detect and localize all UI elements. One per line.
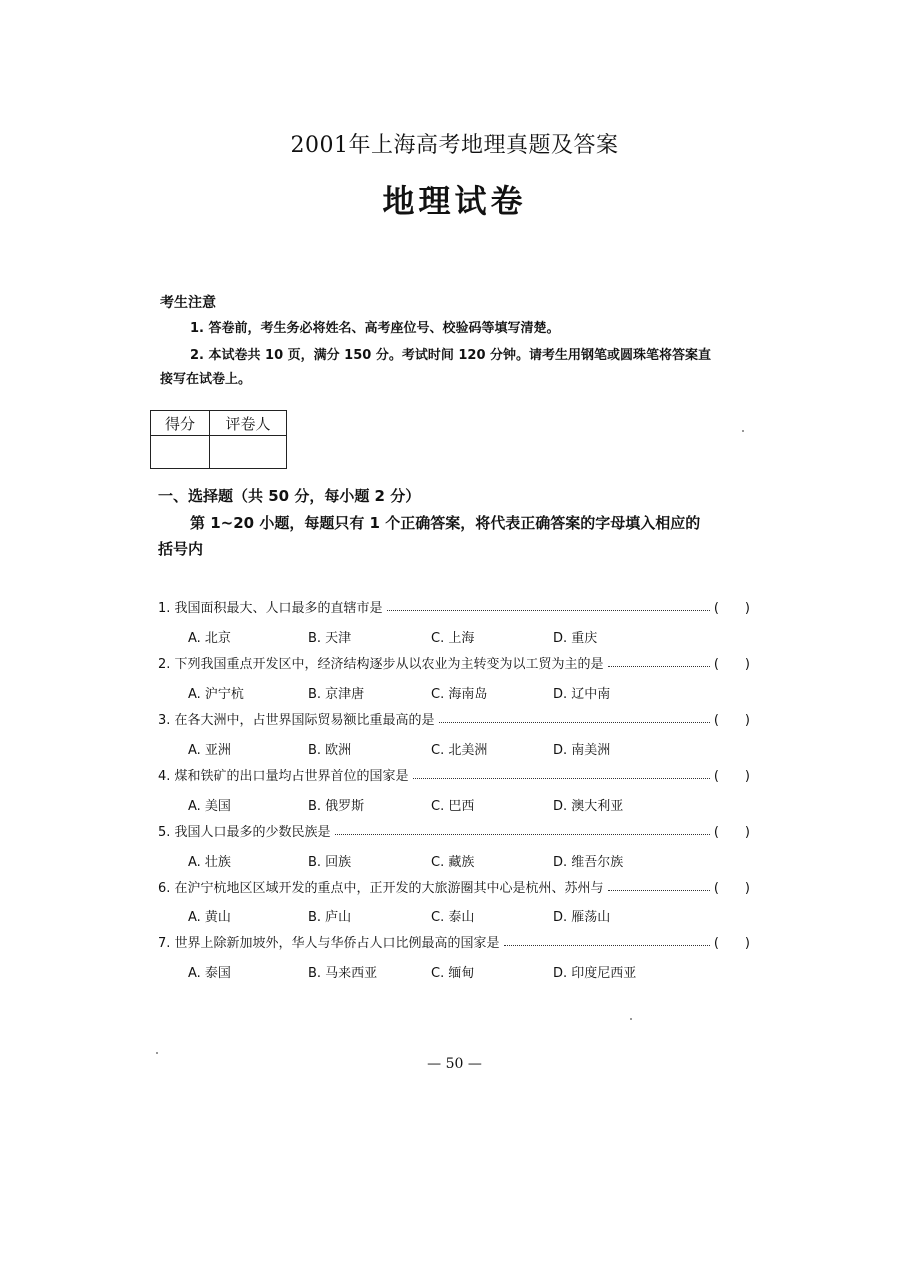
option-d: D. 维吾尔族 <box>553 855 624 870</box>
option-b: B. 欧洲 <box>308 743 352 758</box>
option-d: D. 南美洲 <box>553 743 611 758</box>
score-header: 得分 <box>151 411 210 436</box>
question-text: 2. 下列我国重点开发区中，经济结构逐步从以农业为主转变为以工贸为主的是 <box>158 657 604 672</box>
answer-bracket: ( ) <box>713 769 750 784</box>
question-6 <box>158 874 750 896</box>
leader-dots <box>608 890 710 891</box>
option-b: B. 马来西亚 <box>308 966 378 981</box>
option-a: A. 北京 <box>188 631 231 646</box>
option-d: D. 雁荡山 <box>553 910 611 925</box>
question-text: 5. 我国人口最多的少数民族是 <box>158 825 331 840</box>
option-a: A. 美国 <box>188 799 231 814</box>
notice-item-1: 1. 答卷前，考生务必将姓名、高考座位号、校验码等填写清楚。 <box>190 321 560 336</box>
leader-dots <box>413 778 710 779</box>
question-text: 6. 在沪宁杭地区区域开发的重点中，正开发的大旅游圈其中心是杭州、苏州与 <box>158 881 604 896</box>
question-text: 7. 世界上除新加坡外，华人与华侨占人口比例最高的国家是 <box>158 936 500 951</box>
question-text: 1. 我国面积最大、人口最多的直辖市是 <box>158 601 383 616</box>
leader-dots <box>504 945 710 946</box>
option-d: D. 辽中南 <box>553 687 611 702</box>
option-d: D. 重庆 <box>553 631 598 646</box>
option-a: A. 壮族 <box>188 855 231 870</box>
section-heading: 一、选择题（共 50 分，每小题 2 分） <box>158 487 421 505</box>
option-b: B. 京津唐 <box>308 687 365 702</box>
option-c: C. 藏族 <box>431 855 475 870</box>
question-5 <box>158 818 750 840</box>
option-a: A. 泰国 <box>188 966 231 981</box>
leader-dots <box>387 610 710 611</box>
option-b: B. 俄罗斯 <box>308 799 365 814</box>
grader-cell <box>210 436 287 469</box>
option-c: C. 上海 <box>431 631 475 646</box>
scan-speck <box>156 1052 158 1054</box>
question-1 <box>158 594 750 616</box>
document-title: 2001年上海高考地理真题及答案 <box>290 133 619 158</box>
option-b: B. 庐山 <box>308 910 352 925</box>
option-b: B. 天津 <box>308 631 352 646</box>
question-text: 4. 煤和铁矿的出口量均占世界首位的国家是 <box>158 769 409 784</box>
option-c: C. 海南岛 <box>431 687 488 702</box>
option-b: B. 回族 <box>308 855 352 870</box>
scan-speck <box>742 430 744 432</box>
answer-bracket: ( ) <box>713 601 750 616</box>
section-instruction: 第 1~20 小题，每题只有 1 个正确答案，将代表正确答案的字母填入相应的 <box>190 514 701 532</box>
page-number: — 50 — <box>427 1056 482 1072</box>
notice-heading: 考生注意 <box>160 295 216 311</box>
answer-bracket: ( ) <box>713 936 750 951</box>
grader-header: 评卷人 <box>210 411 287 436</box>
question-7 <box>158 929 750 951</box>
answer-bracket: ( ) <box>713 657 750 672</box>
scan-speck <box>630 1018 632 1020</box>
question-4 <box>158 762 750 784</box>
exam-title: 地理试卷 <box>382 182 527 220</box>
question-text: 3. 在各大洲中，占世界国际贸易额比重最高的是 <box>158 713 435 728</box>
answer-bracket: ( ) <box>713 713 750 728</box>
score-table <box>150 410 287 469</box>
option-d: D. 印度尼西亚 <box>553 966 637 981</box>
notice-item-2-continued: 接写在试卷上。 <box>160 372 252 387</box>
option-d: D. 澳大利亚 <box>553 799 624 814</box>
leader-dots <box>608 666 710 667</box>
question-3 <box>158 706 750 728</box>
question-2 <box>158 650 750 672</box>
answer-bracket: ( ) <box>713 881 750 896</box>
leader-dots <box>439 722 710 723</box>
notice-item-2: 2. 本试卷共 10 页，满分 150 分。考试时间 120 分钟。请考生用钢笔或圆珠笔将答案直 <box>190 348 712 363</box>
option-a: A. 黄山 <box>188 910 231 925</box>
option-c: C. 缅甸 <box>431 966 475 981</box>
leader-dots <box>335 834 710 835</box>
option-c: C. 北美洲 <box>431 743 488 758</box>
section-instruction-continued: 括号内 <box>158 540 204 558</box>
answer-bracket: ( ) <box>713 825 750 840</box>
option-c: C. 泰山 <box>431 910 475 925</box>
option-a: A. 沪宁杭 <box>188 687 244 702</box>
option-a: A. 亚洲 <box>188 743 231 758</box>
option-c: C. 巴西 <box>431 799 475 814</box>
score-cell <box>151 436 210 469</box>
